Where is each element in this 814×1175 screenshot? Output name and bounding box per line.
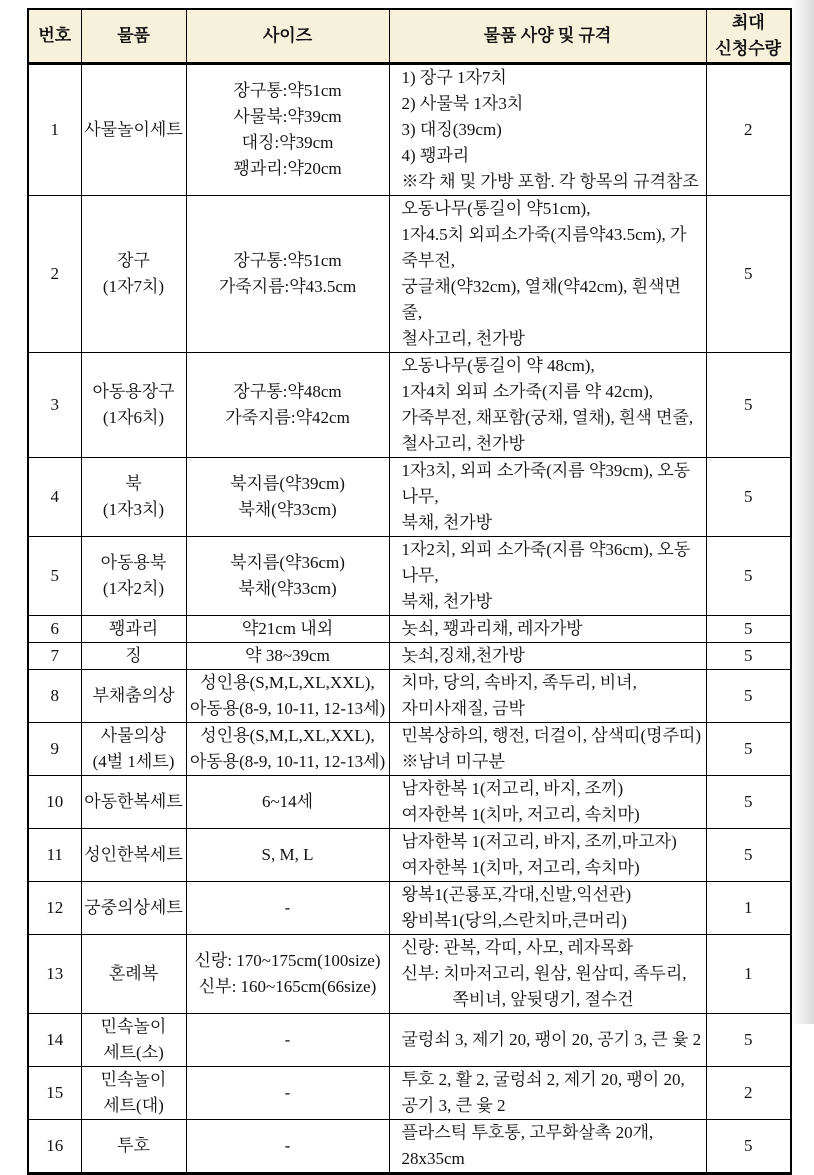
item-name-cell	[81, 776, 186, 829]
item-name-cell	[81, 935, 186, 1014]
max-quantity-cell	[706, 1014, 791, 1067]
cell-line: 아동용(8-9, 10-11, 12-13세)	[189, 699, 386, 718]
cell-line: -	[284, 1030, 291, 1049]
max-quantity-cell	[706, 723, 791, 776]
size-cell	[186, 829, 389, 882]
row-number-cell	[28, 882, 81, 935]
cell-line: 12	[46, 898, 64, 917]
size-cell	[186, 1120, 389, 1174]
header-line: 물품 사양 및 규격	[483, 26, 612, 45]
cell-line: 5	[744, 646, 753, 665]
cell-line: 공기 3, 큰 윷 2	[401, 1096, 506, 1115]
table-header	[28, 9, 791, 64]
cell-line: 2	[744, 1083, 753, 1102]
cell-line: 쪽비녀, 앞뒷댕기, 절수건	[401, 990, 634, 1009]
cell-line: 꽹과리:약20cm	[233, 159, 342, 178]
row-number-cell	[28, 1014, 81, 1067]
table-row	[28, 64, 791, 196]
cell-line: 투호	[117, 1136, 150, 1155]
spec-cell	[389, 616, 706, 643]
cell-line: 철사고리, 천가방	[401, 434, 525, 453]
cell-line: (1자6치)	[102, 408, 165, 427]
cell-line: 북채(약33cm)	[238, 500, 337, 519]
item-name-cell	[81, 1014, 186, 1067]
cell-line: (1자2치)	[102, 579, 165, 598]
cell-line: 세트(대)	[103, 1096, 164, 1115]
cell-line: 부채춤의상	[92, 686, 175, 705]
cell-line: 2) 사물북 1자3치	[401, 94, 524, 113]
table-row	[28, 670, 791, 723]
size-cell	[186, 458, 389, 537]
size-cell	[186, 1014, 389, 1067]
cell-line: 13	[46, 964, 64, 983]
cell-line: 민속놀이	[100, 1070, 167, 1089]
header-row	[28, 9, 791, 64]
row-number-cell	[28, 670, 81, 723]
spec-cell	[389, 64, 706, 196]
size-cell	[186, 935, 389, 1014]
cell-line: (4벌 1세트)	[92, 752, 175, 771]
cell-line: 장구통:약51cm	[233, 81, 342, 100]
item-name-cell	[81, 829, 186, 882]
cell-line: 성인용(S,M,L,XL,XXL),	[200, 726, 375, 745]
cell-line: (1자7치)	[102, 277, 165, 296]
cell-line: 10	[46, 792, 64, 811]
cell-line: 민복상하의, 행전, 더걸이, 삼색띠(명주띠)	[401, 726, 702, 745]
row-number-cell	[28, 935, 81, 1014]
cell-line: 굴렁쇠 3, 제기 20, 팽이 20, 공기 3, 큰 윷 2	[401, 1030, 702, 1049]
spec-cell	[389, 882, 706, 935]
cell-line: 궁글채(약32cm), 열채(약42cm), 흰색면줄,	[401, 277, 681, 322]
cell-line: 사물북:약39cm	[233, 107, 342, 126]
size-cell	[186, 643, 389, 670]
table-row	[28, 458, 791, 537]
cell-line: 6~14세	[261, 792, 314, 811]
spec-cell	[389, 643, 706, 670]
cell-line: 장구	[117, 251, 150, 270]
spec-cell	[389, 1120, 706, 1174]
header-line: 물품	[117, 26, 150, 45]
header-line: 사이즈	[262, 26, 313, 45]
item-name-cell	[81, 64, 186, 196]
cell-line: 북채(약33cm)	[238, 579, 337, 598]
cell-line: 5	[744, 566, 753, 585]
col-header-item	[81, 9, 186, 64]
cell-line: -	[284, 1083, 291, 1102]
cell-line: 장구통:약51cm	[233, 251, 342, 270]
cell-line: 철사고리, 천가방	[401, 329, 525, 348]
cell-line: 1자2치, 외피 소가죽(지름 약36cm), 오동나무,	[401, 540, 691, 585]
cell-line: 16	[46, 1136, 64, 1155]
max-quantity-cell	[706, 882, 791, 935]
cell-line: 9	[50, 739, 59, 758]
cell-line: 치마, 당의, 속바지, 족두리, 비녀,	[401, 673, 637, 692]
spec-cell	[389, 935, 706, 1014]
row-number-cell	[28, 353, 81, 458]
table-row	[28, 723, 791, 776]
row-number-cell	[28, 64, 81, 196]
cell-line: 8	[50, 686, 59, 705]
document-page	[27, 8, 792, 1175]
cell-line: 15	[46, 1083, 64, 1102]
cell-line: 플라스틱 투호통, 고무화살촉 20개, 28x35cm	[401, 1123, 658, 1168]
cell-line: 가죽부전, 채포함(궁채, 열채), 흰색 면줄,	[401, 408, 694, 427]
cell-line: 성인한복세트	[84, 845, 183, 864]
header-line: 최대	[731, 13, 765, 32]
item-name-cell	[81, 616, 186, 643]
item-name-cell	[81, 670, 186, 723]
cell-line: 꽹과리	[108, 619, 159, 638]
max-quantity-cell	[706, 64, 791, 196]
table-row	[28, 196, 791, 353]
cell-line: 7	[50, 646, 59, 665]
max-quantity-cell	[706, 643, 791, 670]
item-name-cell	[81, 353, 186, 458]
cell-line: 신랑: 관복, 각띠, 사모, 레자목화	[401, 938, 634, 957]
row-number-cell	[28, 1067, 81, 1120]
cell-line: 장구통:약48cm	[233, 382, 342, 401]
cell-line: 5	[744, 845, 753, 864]
table-row	[28, 1014, 791, 1067]
col-header-size	[186, 9, 389, 64]
cell-line: 사물의상	[100, 726, 167, 745]
size-cell	[186, 776, 389, 829]
max-quantity-cell	[706, 1067, 791, 1120]
cell-line: 자미사재질, 금박	[401, 699, 525, 718]
table-row	[28, 616, 791, 643]
max-quantity-cell	[706, 353, 791, 458]
cell-line: -	[284, 1136, 291, 1155]
size-cell	[186, 196, 389, 353]
spec-cell	[389, 196, 706, 353]
page-edge-shadow	[790, 0, 814, 1024]
cell-line: 4) 꽹과리	[401, 146, 470, 165]
cell-line: ※각 채 및 가방 포함. 각 항목의 규격참조	[401, 172, 699, 191]
cell-line: 4	[50, 487, 59, 506]
cell-line: S, M, L	[261, 845, 314, 864]
cell-line: 궁중의상세트	[84, 898, 183, 917]
row-number-cell	[28, 776, 81, 829]
spec-cell	[389, 353, 706, 458]
max-quantity-cell	[706, 935, 791, 1014]
item-name-cell	[81, 723, 186, 776]
item-name-cell	[81, 1120, 186, 1174]
item-name-cell	[81, 537, 186, 616]
max-quantity-cell	[706, 458, 791, 537]
cell-line: 북채, 천가방	[401, 513, 493, 532]
cell-line: 오동나무(통길이 약51cm),	[401, 199, 591, 218]
row-number-cell	[28, 537, 81, 616]
cell-line: 남자한복 1(저고리, 바지, 조끼)	[401, 779, 624, 798]
max-quantity-cell	[706, 1120, 791, 1174]
cell-line: 아동한복세트	[84, 792, 183, 811]
table-row	[28, 882, 791, 935]
row-number-cell	[28, 829, 81, 882]
table-row	[28, 776, 791, 829]
cell-line: 왕복1(곤룡포,각대,신발,익선관)	[401, 885, 632, 904]
row-number-cell	[28, 643, 81, 670]
item-name-cell	[81, 458, 186, 537]
table-row	[28, 1120, 791, 1174]
cell-line: 신부: 160~165cm(66size)	[198, 977, 377, 996]
table-row	[28, 643, 791, 670]
cell-line: 5	[744, 395, 753, 414]
cell-line: 왕비복1(당의,스란치마,큰머리)	[401, 911, 627, 930]
cell-line: 1) 장구 1자7치	[401, 68, 507, 87]
max-quantity-cell	[706, 776, 791, 829]
cell-line: 혼례복	[108, 964, 159, 983]
table-row	[28, 829, 791, 882]
spec-cell	[389, 537, 706, 616]
size-cell	[186, 723, 389, 776]
cell-line: 여자한복 1(치마, 저고리, 속치마)	[401, 858, 640, 877]
cell-line: 약21cm 내외	[241, 619, 334, 638]
max-quantity-cell	[706, 196, 791, 353]
col-header-number	[28, 9, 81, 64]
size-cell	[186, 670, 389, 723]
cell-line: 5	[50, 566, 59, 585]
size-cell	[186, 882, 389, 935]
table-row	[28, 935, 791, 1014]
cell-line: 5	[744, 619, 753, 638]
cell-line: 1	[744, 964, 753, 983]
cell-line: 여자한복 1(치마, 저고리, 속치마)	[401, 805, 640, 824]
cell-line: 북채, 천가방	[401, 592, 493, 611]
cell-line: 5	[744, 487, 753, 506]
col-header-max-qty	[706, 9, 791, 64]
size-cell	[186, 64, 389, 196]
cell-line: 약 38~39cm	[245, 646, 330, 665]
cell-line: 5	[744, 686, 753, 705]
cell-line: 남자한복 1(저고리, 바지, 조끼,마고자)	[401, 832, 677, 851]
item-name-cell	[81, 643, 186, 670]
cell-line: 아동용북	[100, 553, 167, 572]
spec-cell	[389, 776, 706, 829]
cell-line: 북지름(약39cm)	[230, 474, 345, 493]
row-number-cell	[28, 616, 81, 643]
header-line: 신청수량	[715, 39, 782, 58]
spec-cell	[389, 723, 706, 776]
cell-line: 1	[744, 898, 753, 917]
cell-line: 2	[50, 264, 59, 283]
spec-cell	[389, 458, 706, 537]
cell-line: 민속놀이	[100, 1017, 167, 1036]
size-cell	[186, 353, 389, 458]
cell-line: 오동나무(통길이 약 48cm),	[401, 356, 595, 375]
max-quantity-cell	[706, 829, 791, 882]
cell-line: 1자4치 외피 소가죽(지름 약 42cm),	[401, 382, 654, 401]
cell-line: 1자3치, 외피 소가죽(지름 약39cm), 오동나무,	[401, 461, 691, 506]
cell-line: 사물놀이세트	[84, 120, 183, 139]
cell-line: 5	[744, 1030, 753, 1049]
max-quantity-cell	[706, 670, 791, 723]
table-row	[28, 353, 791, 458]
col-header-spec	[389, 9, 706, 64]
cell-line: 3	[50, 395, 59, 414]
cell-line: 5	[744, 1136, 753, 1155]
item-name-cell	[81, 882, 186, 935]
row-number-cell	[28, 723, 81, 776]
cell-line: 성인용(S,M,L,XL,XXL),	[200, 673, 375, 692]
cell-line: (1자3치)	[102, 500, 165, 519]
cell-line: 가죽지름:약42cm	[225, 408, 350, 427]
cell-line: 북지름(약36cm)	[230, 553, 345, 572]
cell-line: 가죽지름:약43.5cm	[218, 277, 357, 296]
cell-line: 5	[744, 739, 753, 758]
item-name-cell	[81, 196, 186, 353]
cell-line: 5	[744, 792, 753, 811]
size-cell	[186, 537, 389, 616]
cell-line: 아동용장구	[92, 382, 175, 401]
cell-line: 신랑: 170~175cm(100size)	[194, 951, 381, 970]
cell-line: 세트(소)	[103, 1043, 164, 1062]
cell-line: -	[284, 898, 291, 917]
cell-line: 놋쇠,징채,천가방	[401, 646, 525, 665]
cell-line: 11	[46, 845, 63, 864]
max-quantity-cell	[706, 537, 791, 616]
spec-cell	[389, 670, 706, 723]
spec-cell	[389, 1014, 706, 1067]
cell-line: 징	[125, 646, 142, 665]
table-row	[28, 1067, 791, 1120]
cell-line: 투호 2, 활 2, 굴렁쇠 2, 제기 20, 팽이 20,	[401, 1070, 685, 1089]
row-number-cell	[28, 1120, 81, 1174]
spec-cell	[389, 829, 706, 882]
item-name-cell	[81, 1067, 186, 1120]
cell-line: 14	[46, 1030, 64, 1049]
row-number-cell	[28, 196, 81, 353]
spec-cell	[389, 1067, 706, 1120]
cell-line: 아동용(8-9, 10-11, 12-13세)	[189, 752, 386, 771]
items-table	[27, 8, 792, 1175]
cell-line: 1	[50, 120, 59, 139]
size-cell	[186, 616, 389, 643]
table-row	[28, 537, 791, 616]
table-body	[28, 64, 791, 1174]
cell-line: 대징:약39cm	[241, 133, 334, 152]
cell-line: 북	[125, 474, 142, 493]
max-quantity-cell	[706, 616, 791, 643]
cell-line: 2	[744, 120, 753, 139]
cell-line: 5	[744, 264, 753, 283]
cell-line: 신부: 치마저고리, 원삼, 원삼띠, 족두리,	[401, 964, 687, 983]
size-cell	[186, 1067, 389, 1120]
cell-line: 6	[50, 619, 59, 638]
row-number-cell	[28, 458, 81, 537]
cell-line: 1자4.5치 외피소가죽(지름약43.5cm), 가죽부전,	[401, 225, 687, 270]
cell-line: 3) 대징(39cm)	[401, 120, 502, 139]
cell-line: 놋쇠, 꽹과리채, 레자가방	[401, 619, 583, 638]
cell-line: ※남녀 미구분	[401, 752, 505, 771]
header-line: 번호	[38, 26, 72, 45]
